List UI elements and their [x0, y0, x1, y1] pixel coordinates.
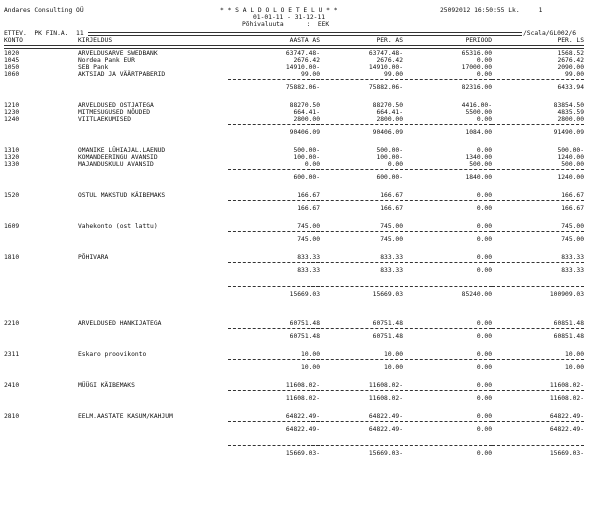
cell-per-as: 833.33 [380, 254, 403, 261]
cell-perioodi: 0.00 [476, 236, 492, 243]
cell-per-ls: 64822.49- [549, 426, 584, 433]
cell-kirjeldus: OSTUL MAKSTUD KÄIBEMAKS [78, 192, 166, 199]
cell-per-ls: 10.00 [565, 364, 584, 371]
subtotal-rule [311, 124, 403, 125]
subtotal-rule [311, 421, 403, 422]
subtotal-rule [311, 169, 403, 170]
cell-perioodi: 0.00 [476, 192, 492, 199]
cell-per-as: 15669.03- [368, 450, 403, 457]
cell-kirjeldus: Eskaro proovikonto [78, 351, 147, 358]
cell-perioodi: 0.00 [476, 395, 492, 402]
cell-aasta-as: 14910.00- [285, 64, 320, 71]
col-aasta-as: AASTA AS [289, 37, 320, 44]
subtotal-rule [311, 286, 403, 287]
subtotal-rule [400, 169, 492, 170]
subtotal-rule [228, 328, 320, 329]
cell-per-as: 60751.48 [372, 333, 403, 340]
cell-konto: 1310 [4, 147, 20, 154]
subtotal-rule [228, 286, 320, 287]
cell-per-ls: 2090.00 [557, 64, 584, 71]
cell-perioodi: 0.00 [476, 320, 492, 327]
cell-per-as: 11608.02- [368, 395, 403, 402]
subtotal-rule [400, 124, 492, 125]
cell-perioodi: 0.00 [476, 382, 492, 389]
cell-konto: 2810 [4, 413, 20, 420]
cell-per-ls: 166.67 [561, 205, 584, 212]
cell-aasta-as: 63747.48- [285, 50, 320, 57]
header-double-rule [88, 32, 522, 36]
cell-per-as: 88270.50 [372, 102, 403, 109]
subtotal-rule [311, 231, 403, 232]
cell-aasta-as: 10.00 [301, 364, 320, 371]
subtotal-rule [492, 169, 584, 170]
subtotal-rule [492, 200, 584, 201]
cell-perioodi: 1840.00 [465, 174, 492, 181]
cell-per-ls: 833.33 [561, 254, 584, 261]
cell-konto: 1210 [4, 102, 20, 109]
subtotal-rule [492, 124, 584, 125]
subtotal-rule [228, 124, 320, 125]
cell-per-as: 11608.02- [368, 382, 403, 389]
cell-aasta-as: 64822.49- [285, 413, 320, 420]
subtotal-rule [228, 359, 320, 360]
header-line-1-left: ETTEV. PK FIN.A. 11 [4, 30, 84, 37]
cell-per-as: 60751.48 [372, 320, 403, 327]
cell-kirjeldus: VIITLAEKUMISED [78, 116, 132, 123]
cell-aasta-as: 15669.03 [289, 291, 320, 298]
subtotal-rule [492, 79, 584, 80]
cell-aasta-as: 600.00- [293, 174, 320, 181]
cell-perioodi: 0.00 [476, 351, 492, 358]
cell-kirjeldus: AKTSIAD JA VÄÄRTPABERID [78, 71, 166, 78]
subtotal-rule [228, 79, 320, 80]
cell-kirjeldus: ARVELDUSED HANKIJATEGA [78, 320, 162, 327]
subtotal-rule [311, 390, 403, 391]
cell-aasta-as: 60751.48 [289, 320, 320, 327]
cell-per-ls: 1240.00 [557, 154, 584, 161]
subtotal-rule [492, 359, 584, 360]
cell-konto: 1810 [4, 254, 20, 261]
cell-perioodi: 0.00 [476, 147, 492, 154]
cell-perioodi: 0.00 [476, 205, 492, 212]
cell-per-as: 63747.48- [368, 50, 403, 57]
cell-perioodi: 0.00 [476, 223, 492, 230]
cell-per-ls: 500.00 [561, 161, 584, 168]
report-title: * * S A L D O L O E T E L U * * [220, 7, 338, 14]
col-per-ls: PER. LS [557, 37, 584, 44]
subtotal-rule [228, 421, 320, 422]
subtotal-rule [400, 390, 492, 391]
cell-aasta-as: 0.00 [304, 161, 320, 168]
cell-perioodi: 0.00 [476, 333, 492, 340]
cell-kirjeldus: KOMANDEERINGU AVANSID [78, 154, 158, 161]
cell-aasta-as: 745.00 [297, 236, 320, 243]
cell-aasta-as: 64822.49- [285, 426, 320, 433]
subtotal-rule [311, 262, 403, 263]
header-bottom-rule [4, 45, 584, 49]
cell-perioodi: 82316.00 [461, 84, 492, 91]
cell-kirjeldus: MÜÜGI KÄIBEMAKS [78, 382, 135, 389]
cell-per-ls: 745.00 [561, 223, 584, 230]
cell-per-ls: 100909.03 [549, 291, 584, 298]
subtotal-rule [311, 359, 403, 360]
cell-konto: 1609 [4, 223, 20, 230]
cell-per-ls: 1568.52 [557, 50, 584, 57]
cell-aasta-as: 60751.48 [289, 333, 320, 340]
subtotal-rule [492, 328, 584, 329]
cell-per-as: 10.00 [384, 364, 403, 371]
cell-aasta-as: 166.67 [297, 192, 320, 199]
cell-konto: 2210 [4, 320, 20, 327]
header-line-1-right: /Scala/GL002/6 [523, 30, 577, 37]
cell-kirjeldus: OMANIKE LÜHIAJAL.LAENUD [78, 147, 166, 154]
subtotal-rule [400, 79, 492, 80]
cell-per-ls: 83854.50 [553, 102, 584, 109]
cell-per-ls: 60851.48 [553, 333, 584, 340]
cell-per-as: 64822.49- [368, 413, 403, 420]
subtotal-rule [311, 200, 403, 201]
cell-per-as: 745.00 [380, 223, 403, 230]
cell-kirjeldus: SEB Pank [78, 64, 109, 71]
cell-per-ls: 64822.49- [549, 413, 584, 420]
cell-per-ls: 60851.48 [553, 320, 584, 327]
cell-konto: 1050 [4, 64, 20, 71]
subtotal-rule [228, 262, 320, 263]
cell-konto: 1520 [4, 192, 20, 199]
cell-perioodi: 17000.00 [461, 64, 492, 71]
cell-perioodi: 65316.00 [461, 50, 492, 57]
cell-perioodi: 1084.00 [465, 129, 492, 136]
cell-aasta-as: 11608.02- [285, 382, 320, 389]
cell-aasta-as: 166.67 [297, 205, 320, 212]
cell-per-ls: 91490.09 [553, 129, 584, 136]
subtotal-rule [400, 200, 492, 201]
subtotal-rule [311, 445, 403, 446]
subtotal-rule [400, 328, 492, 329]
cell-perioodi: 0.00 [476, 267, 492, 274]
cell-perioodi: 0.00 [476, 254, 492, 261]
cell-perioodi: 0.00 [476, 364, 492, 371]
cell-kirjeldus: MAJANDUSKULU AVANSID [78, 161, 154, 168]
subtotal-rule [492, 390, 584, 391]
subtotal-rule [228, 390, 320, 391]
cell-aasta-as: 10.00 [301, 351, 320, 358]
cell-aasta-as: 99.00 [301, 71, 320, 78]
cell-aasta-as: 833.33 [297, 267, 320, 274]
cell-aasta-as: 75882.06- [285, 84, 320, 91]
col-kirjeldus: KIRJELDUS [78, 37, 113, 44]
cell-per-as: 833.33 [380, 267, 403, 274]
cell-per-as: 10.00 [384, 351, 403, 358]
subtotal-rule [228, 200, 320, 201]
cell-konto: 1060 [4, 71, 20, 78]
subtotal-rule [400, 286, 492, 287]
company-name: Andares Consulting OÜ [4, 7, 84, 14]
cell-per-as: 75882.06- [368, 84, 403, 91]
cell-per-as: 64822.49- [368, 426, 403, 433]
cell-aasta-as: 11608.02- [285, 395, 320, 402]
cell-konto: 1320 [4, 154, 20, 161]
cell-aasta-as: 500.00- [293, 147, 320, 154]
cell-kirjeldus: ARVELDUSED OSTJATEGA [78, 102, 154, 109]
cell-per-ls: 10.00 [565, 351, 584, 358]
cell-kirjeldus: Nordea Pank EUR [78, 57, 135, 64]
subtotal-rule [492, 421, 584, 422]
cell-per-ls: 2676.42 [557, 57, 584, 64]
cell-per-ls: 833.33 [561, 267, 584, 274]
subtotal-rule [400, 445, 492, 446]
subtotal-rule [492, 286, 584, 287]
cell-perioodi: 0.00 [476, 71, 492, 78]
subtotal-rule [228, 231, 320, 232]
subtotal-rule [492, 231, 584, 232]
cell-per-ls: 2800.00 [557, 116, 584, 123]
cell-perioodi: 1340.00 [465, 154, 492, 161]
cell-perioodi: 5500.00 [465, 109, 492, 116]
cell-per-as: 2800.00 [376, 116, 403, 123]
cell-aasta-as: 15669.03- [285, 450, 320, 457]
cell-per-as: 90406.09 [372, 129, 403, 136]
cell-perioodi: 0.00 [476, 413, 492, 420]
cell-per-as: 99.00 [384, 71, 403, 78]
cell-kirjeldus: EELM.AASTATE KASUM/KAHJUM [78, 413, 173, 420]
cell-konto: 1240 [4, 116, 20, 123]
cell-per-as: 14910.00- [368, 64, 403, 71]
cell-aasta-as: 833.33 [297, 254, 320, 261]
cell-aasta-as: 2800.00 [293, 116, 320, 123]
cell-per-ls: 11608.02- [549, 382, 584, 389]
cell-per-ls: 6433.94 [557, 84, 584, 91]
subtotal-rule [228, 445, 320, 446]
cell-per-ls: 99.00 [565, 71, 584, 78]
base-currency: Põhivaluuta : EEK [242, 21, 330, 28]
cell-per-as: 15669.03 [372, 291, 403, 298]
cell-konto: 1230 [4, 109, 20, 116]
cell-aasta-as: 2676.42 [293, 57, 320, 64]
cell-aasta-as: 745.00 [297, 223, 320, 230]
cell-konto: 2410 [4, 382, 20, 389]
cell-konto: 1330 [4, 161, 20, 168]
cell-per-ls: 1240.00 [557, 174, 584, 181]
cell-per-as: 600.00- [376, 174, 403, 181]
subtotal-rule [492, 445, 584, 446]
cell-perioodi: 4416.00- [461, 102, 492, 109]
cell-per-as: 0.00 [387, 161, 403, 168]
subtotal-rule [228, 169, 320, 170]
cell-aasta-as: 90406.09 [289, 129, 320, 136]
cell-kirjeldus: PÕHIVARA [78, 254, 109, 261]
cell-per-as: 2676.42 [376, 57, 403, 64]
cell-konto: 1020 [4, 50, 20, 57]
cell-per-ls: 166.67 [561, 192, 584, 199]
cell-per-as: 664.41- [376, 109, 403, 116]
cell-per-as: 166.67 [380, 205, 403, 212]
cell-per-ls: 4835.59 [557, 109, 584, 116]
cell-per-ls: 11608.02- [549, 395, 584, 402]
print-timestamp: 25092012 16:50:55 Lk. 1 [440, 7, 543, 14]
cell-per-as: 745.00 [380, 236, 403, 243]
cell-aasta-as: 100.00- [293, 154, 320, 161]
col-konto: KONTO [4, 37, 23, 44]
cell-per-ls: 15669.03- [549, 450, 584, 457]
cell-perioodi: 500.00 [469, 161, 492, 168]
col-per-as: PER. AS [376, 37, 403, 44]
cell-konto: 1045 [4, 57, 20, 64]
cell-aasta-as: 88270.50 [289, 102, 320, 109]
subtotal-rule [400, 359, 492, 360]
cell-per-as: 100.00- [376, 154, 403, 161]
cell-konto: 2311 [4, 351, 20, 358]
subtotal-rule [311, 328, 403, 329]
cell-kirjeldus: MITMESUGUSED NÕUDED [78, 109, 151, 116]
subtotal-rule [400, 262, 492, 263]
cell-per-as: 500.00- [376, 147, 403, 154]
cell-perioodi: 0.00 [476, 450, 492, 457]
subtotal-rule [400, 231, 492, 232]
cell-kirjeldus: ARVELDUSARVE SWEDBANK [78, 50, 158, 57]
cell-perioodi: 0.00 [476, 57, 492, 64]
cell-per-ls: 500.00- [557, 147, 584, 154]
cell-perioodi: 0.00 [476, 426, 492, 433]
subtotal-rule [311, 79, 403, 80]
cell-per-ls: 745.00 [561, 236, 584, 243]
cell-per-as: 166.67 [380, 192, 403, 199]
cell-aasta-as: 664.41- [293, 109, 320, 116]
subtotal-rule [400, 421, 492, 422]
cell-kirjeldus: Vahekonto (ost lattu) [78, 223, 158, 230]
cell-perioodi: 0.00 [476, 116, 492, 123]
cell-perioodi: 85240.00 [461, 291, 492, 298]
col-periood: PERIOOD [465, 37, 492, 44]
report-period: 01-01-11 - 31-12-11 [253, 14, 326, 21]
subtotal-rule [492, 262, 584, 263]
